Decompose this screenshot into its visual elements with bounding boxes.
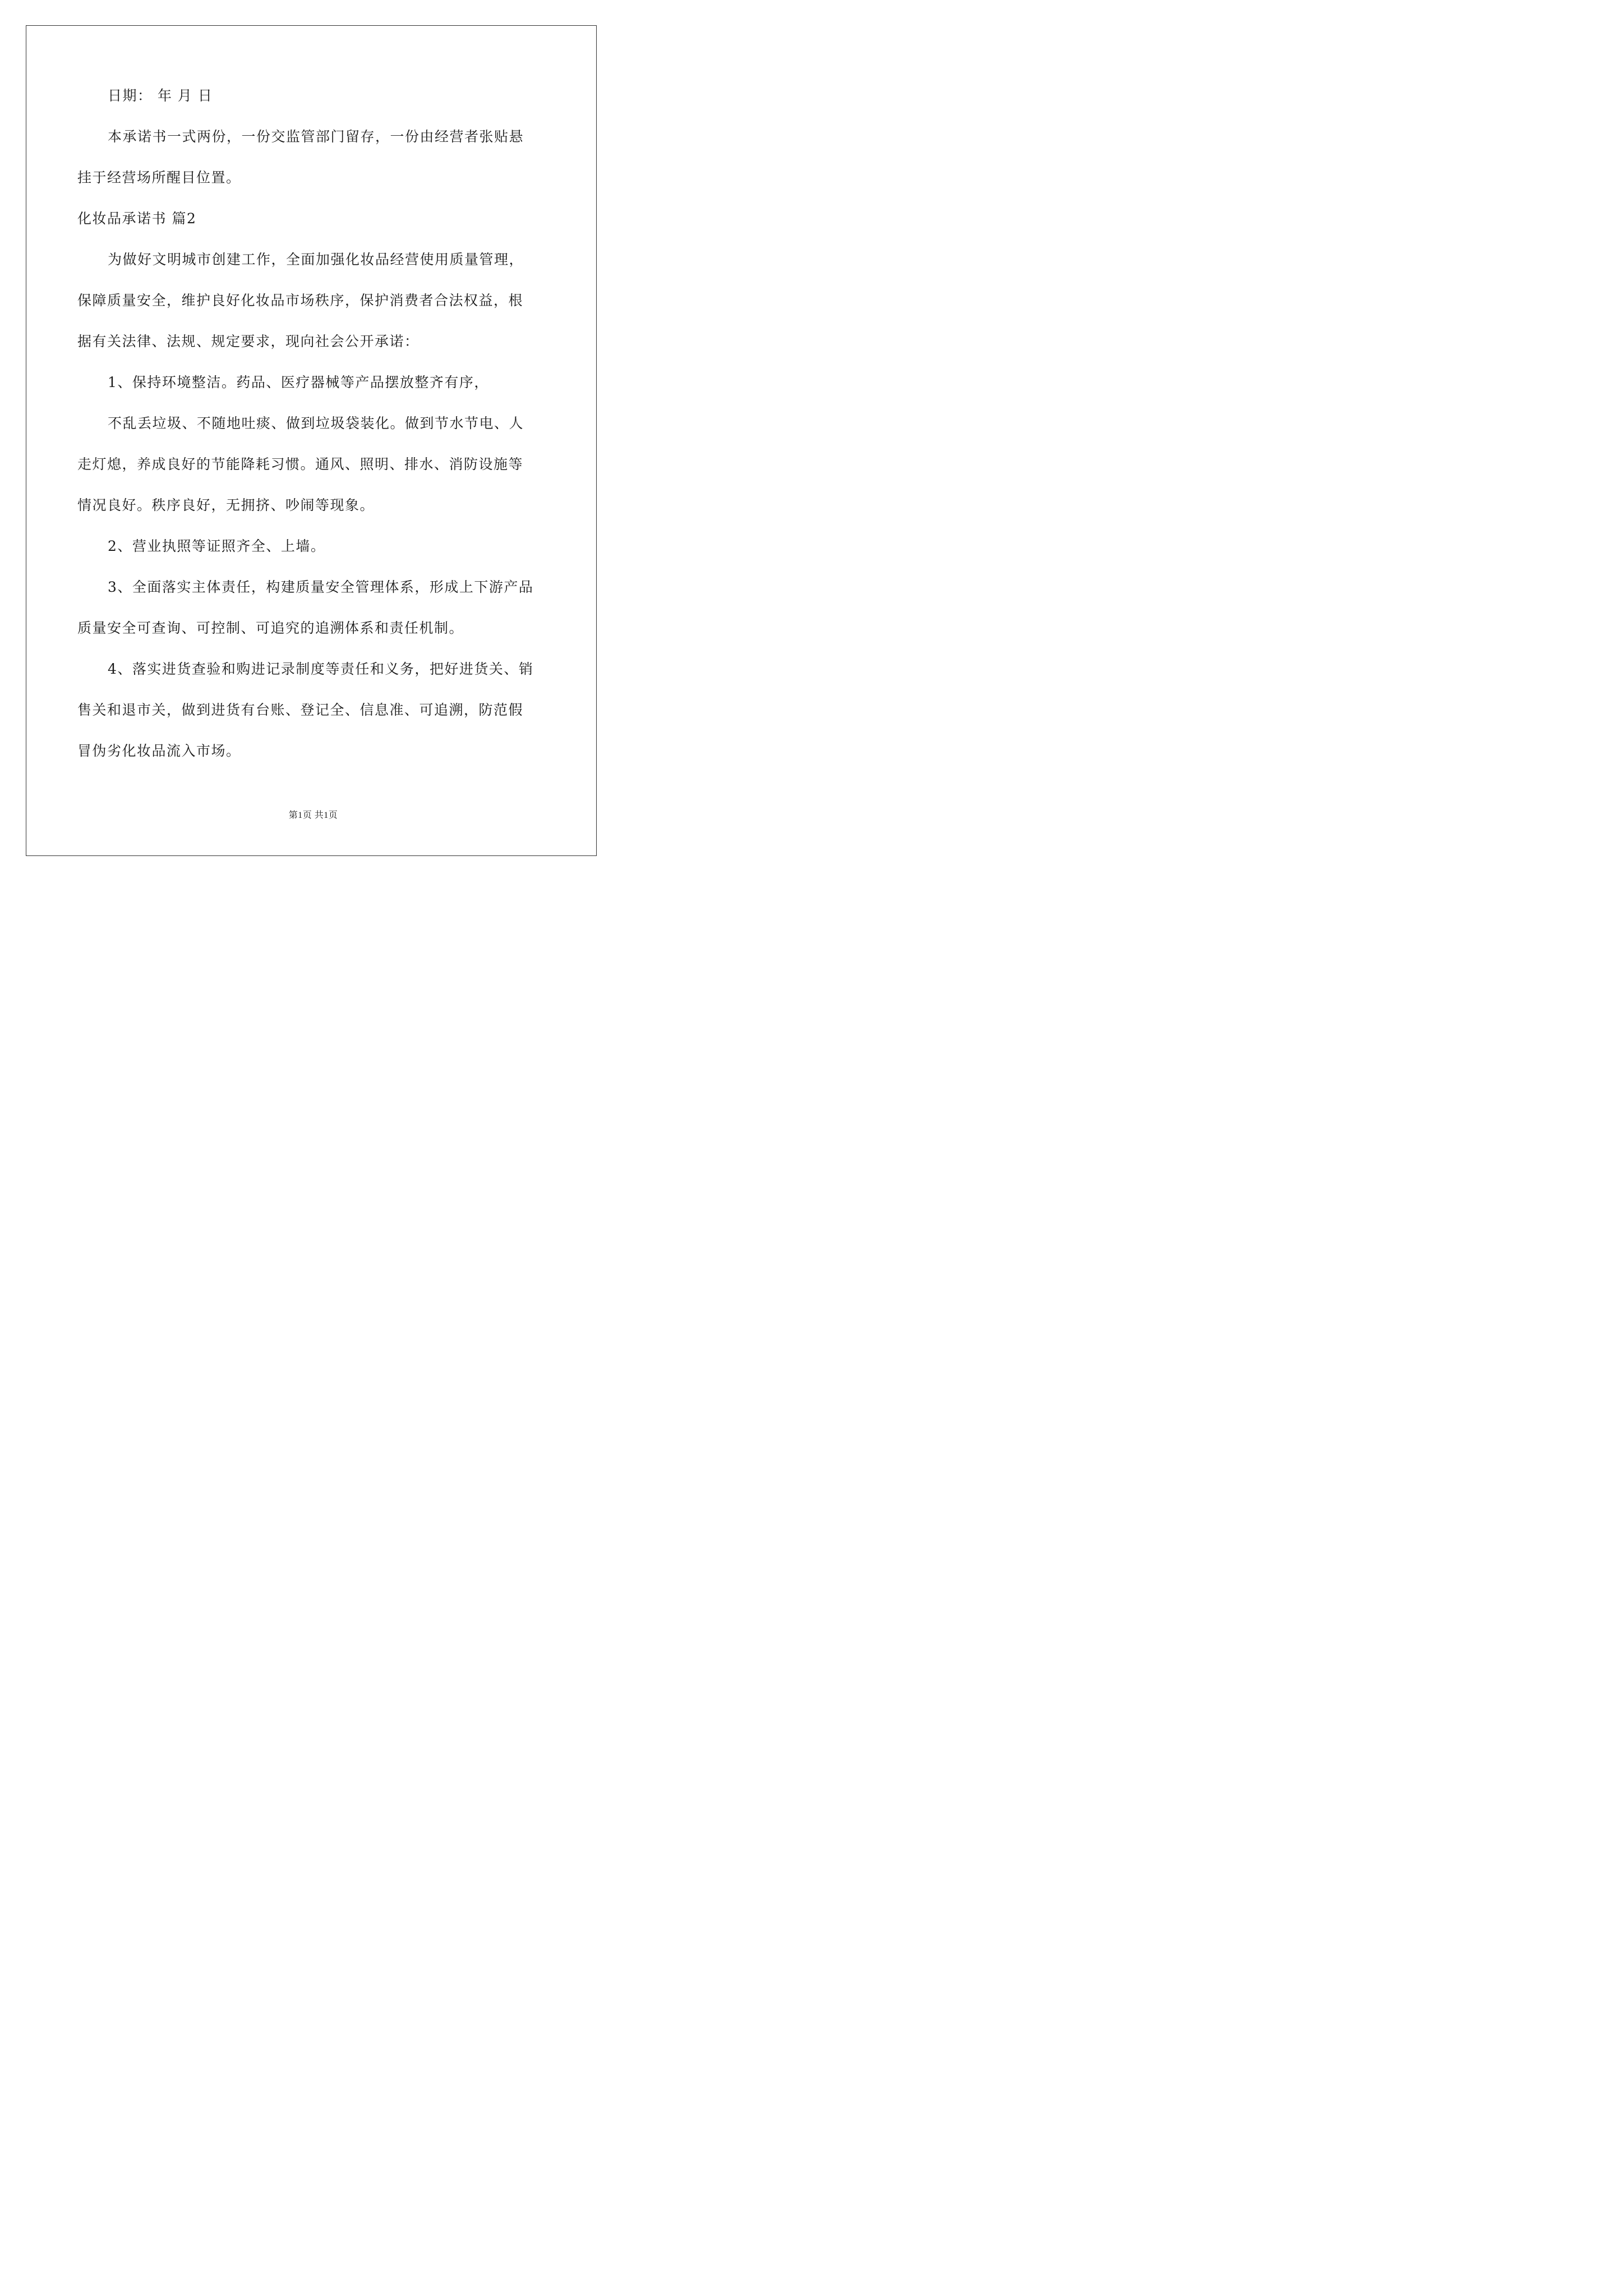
page-footer: 第1页 共1页 — [288, 811, 338, 820]
date-line: 日期： 年 月 日 — [108, 88, 213, 104]
paragraph-line: 保障质量安全，维护良好化妆品市场秩序，保护消费者合法权益，根 — [77, 292, 524, 309]
section-heading: 化妆品承诺书 篇2 — [77, 210, 197, 227]
paragraph-line: 质量安全可查询、可控制、可追究的追溯体系和责任机制。 — [77, 620, 464, 636]
paragraph-line: 本承诺书一式两份，一份交监管部门留存，一份由经营者张贴悬 — [108, 128, 524, 145]
paragraph-line: 挂于经营场所醒目位置。 — [77, 169, 241, 186]
paragraph-line: 售关和退市关，做到进货有台账、登记全、信息准、可追溯，防范假 — [77, 702, 524, 718]
page-frame — [26, 25, 597, 856]
paragraph-line: 走灯熄，养成良好的节能降耗习惯。通风、照明、排水、消防设施等 — [77, 456, 524, 472]
list-item-2: 2、营业执照等证照齐全、上墙。 — [108, 538, 326, 554]
list-item-4: 4、落实进货查验和购进记录制度等责任和义务，把好进货关、销 — [108, 661, 534, 677]
paragraph-line: 情况良好。秩序良好，无拥挤、吵闹等现象。 — [77, 497, 375, 513]
list-item-3: 3、全面落实主体责任，构建质量安全管理体系，形成上下游产品 — [108, 579, 534, 595]
paragraph-line: 为做好文明城市创建工作，全面加强化妆品经营使用质量管理， — [108, 251, 524, 268]
paragraph-line: 不乱丢垃圾、不随地吐痰、做到垃圾袋装化。做到节水节电、人 — [108, 415, 524, 431]
list-item-1: 1、保持环境整洁。药品、医疗器械等产品摆放整齐有序， — [108, 374, 489, 390]
paragraph-line: 据有关法律、法规、规定要求，现向社会公开承诺： — [77, 333, 419, 349]
paragraph-line: 冒伪劣化妆品流入市场。 — [77, 743, 241, 759]
